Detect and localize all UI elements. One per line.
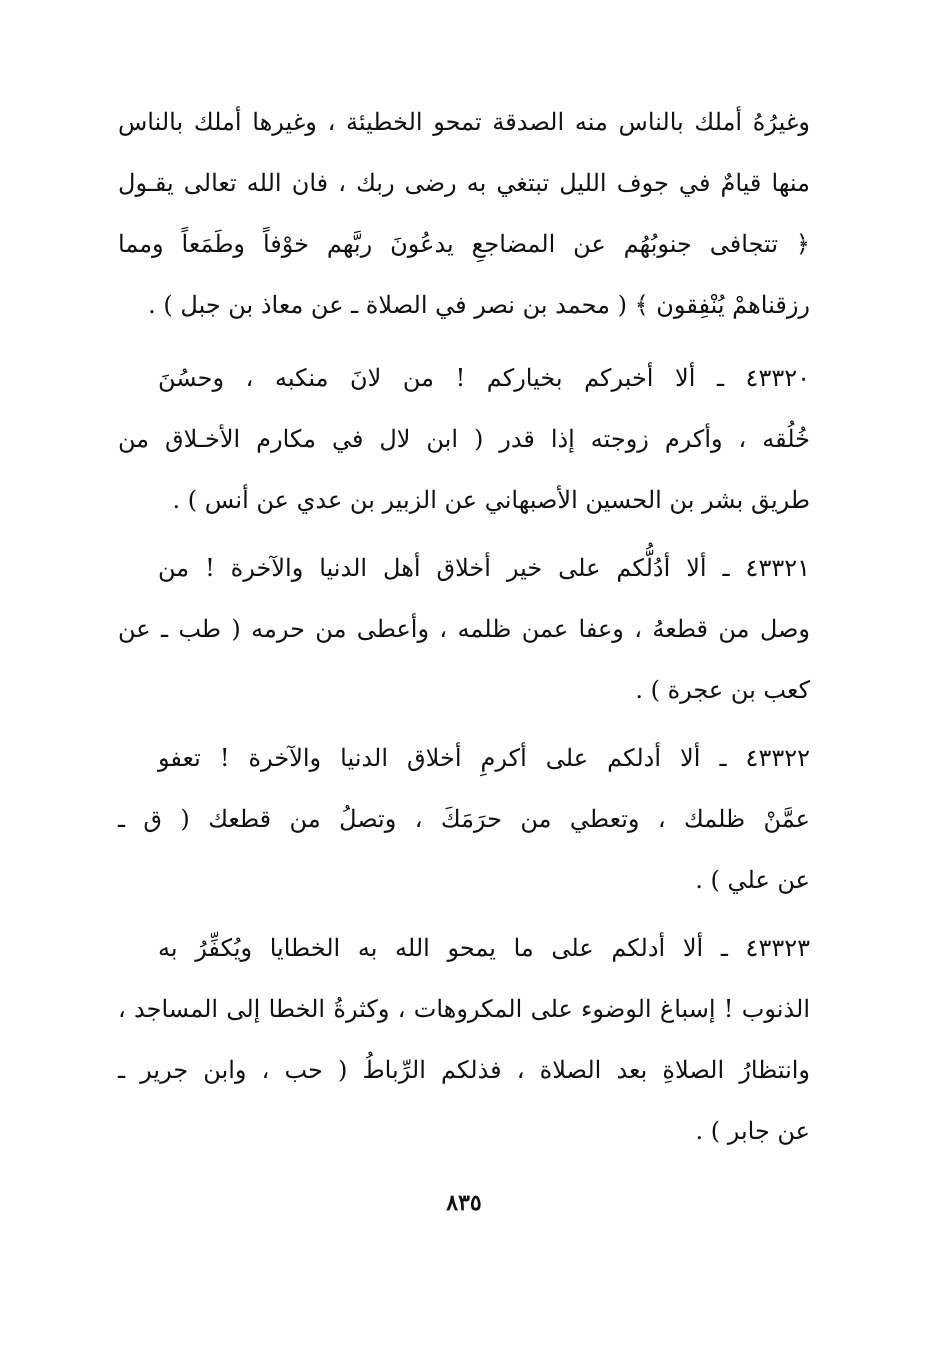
text-line: عن جابر ) . [695, 1117, 810, 1145]
text-line: رزقناهمْ يُنْفِقون ﴾ ( محمد بن نصر في الصلاة ـ عن معاذ بن جبل ) . [148, 291, 810, 319]
text-line: منها قيامٌ في جوف الليل تبتغي به رضى ربك ، فان الله تعالى يقـول [118, 169, 810, 197]
hadith-43321-line: ٤٣٣٢١ ـ ألا أدُلُّكم على خير أخلاق أهل الدنيا والآخرة ! من [158, 554, 810, 582]
hadith-4332-line: ٤٣٣٢٠ ـ ألا أخبركم بخياركم ! من لانَ منكبه ، وحسُنَ [158, 364, 810, 392]
text-line: عمَّنْ ظلمك ، وتعطي من حرَمَكَ ، وتصلُ من قطعك ( ق ـ [118, 805, 810, 833]
page-number: ٨٣٥ [446, 1190, 482, 1216]
text-line: عن علي ) . [695, 866, 810, 894]
text-line: وانتظارُ الصلاةِ بعد الصلاة ، فذلكم الرِّباطُ ( حب ، وابن جرير ـ [118, 1056, 810, 1084]
text-line: وصل من قطعهُ ، وعفا عمن ظلمه ، وأعطى من حرمه ( طب ـ عن [118, 615, 810, 643]
text-line: ﴿ تتجافى جنوبُهُم عن المضاجعِ يدعُونَ ربَّهم خوْفاً وطَمَعاً ومما [118, 230, 810, 258]
hadith-43322-line: ٤٣٣٢٢ ـ ألا أدلكم على أكرمِ أخلاق الدنيا والآخرة ! تعفو [158, 744, 810, 772]
hadith-43323-line: ٤٣٣٢٣ ـ ألا أدلكم على ما يمحو الله به الخطايا ويُكفِّرُ به [158, 934, 810, 962]
text-line: طريق بشر بن الحسين الأصبهاني عن الزبير بن عدي عن أنس ) . [172, 486, 810, 514]
text-line: الذنوب ! إسباغ الوضوء على المكروهات ، وكثرةُ الخطا إلى المساجد ، [118, 995, 810, 1023]
text-line: وغيرُهُ أملك بالناس منه الصدقة تمحو الخطيئة ، وغيرها أملك بالناس [118, 108, 810, 136]
text-line: خُلُقه ، وأكرم زوجته إذا قدر ( ابن لال في مكارم الأخـلاق من [118, 425, 810, 453]
text-line: كعب بن عجرة ) . [635, 676, 810, 704]
